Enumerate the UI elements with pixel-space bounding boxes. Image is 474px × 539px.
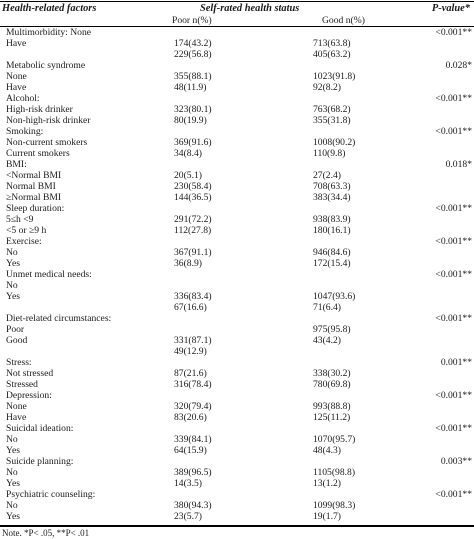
p-value: 0.001** — [440, 357, 472, 368]
row-label: High-risk drinker — [6, 104, 73, 115]
poor-value: 20(5.1) — [174, 170, 202, 181]
p-value: <0.001** — [435, 93, 472, 104]
good-value: 92(8.2) — [313, 82, 341, 93]
p-value: <0.001** — [435, 269, 472, 280]
row-label: <5 or ≥9 h — [6, 225, 47, 236]
good-value: 993(88.8) — [313, 401, 351, 412]
table-row — [0, 137, 474, 148]
row-label: Current smokers — [6, 148, 70, 159]
table-row — [0, 247, 474, 258]
good-value: 780(69.8) — [313, 379, 351, 390]
good-value: 1023(91.8) — [313, 71, 356, 82]
table-row — [0, 412, 474, 423]
good-value: 1099(98.3) — [313, 500, 356, 511]
p-value: <0.001** — [435, 126, 472, 137]
table-row — [0, 511, 474, 522]
good-value: 405(63.2) — [313, 49, 351, 60]
table-row — [0, 27, 474, 38]
poor-value: 67(16.6) — [174, 302, 207, 313]
p-value: <0.001** — [435, 236, 472, 247]
poor-value: 367(91.1) — [174, 247, 212, 258]
table-row — [0, 500, 474, 511]
good-value: 713(63.8) — [313, 38, 351, 49]
good-value: 48(4.3) — [313, 445, 341, 456]
row-label: Poor — [6, 324, 25, 335]
row-label: Psychiatric counseling: — [6, 489, 96, 500]
p-value: <0.001** — [435, 313, 472, 324]
poor-value: 14(3.5) — [174, 478, 202, 489]
poor-value: 369(91.6) — [174, 137, 212, 148]
table-row — [0, 324, 474, 335]
row-label: BMI: — [6, 159, 27, 170]
table-row — [0, 159, 474, 170]
table-row — [0, 236, 474, 247]
row-label: No — [6, 500, 18, 511]
row-label: Alcohol: — [6, 93, 40, 104]
table-row — [0, 280, 474, 291]
table-row — [0, 93, 474, 104]
table-row — [0, 181, 474, 192]
row-label: Normal BMI — [6, 181, 56, 192]
p-value: <0.001** — [435, 390, 472, 401]
p-value: <0.001** — [435, 27, 472, 38]
poor-value: 316(78.4) — [174, 379, 212, 390]
poor-value: 64(15.9) — [174, 445, 207, 456]
table-row — [0, 434, 474, 445]
row-label: Non-high-risk drinker — [6, 115, 91, 126]
poor-value: 112(27.8) — [174, 225, 212, 236]
good-value: 110(9.8) — [313, 148, 346, 159]
row-label: Yes — [6, 511, 20, 522]
good-value: 338(30.2) — [313, 368, 351, 379]
p-value: <0.001** — [435, 489, 472, 500]
row-label: No — [6, 434, 18, 445]
poor-value: 34(8.4) — [174, 148, 202, 159]
table-row — [0, 456, 474, 467]
poor-value: 87(21.6) — [174, 368, 207, 379]
poor-value: 331(87.1) — [174, 335, 212, 346]
row-label: No — [6, 280, 18, 291]
table-row — [0, 346, 474, 357]
table-row — [0, 269, 474, 280]
poor-value: 339(84.1) — [174, 434, 212, 445]
header-self-rated-health: Self-rated health status — [200, 3, 300, 14]
table-row — [0, 104, 474, 115]
table-row — [0, 489, 474, 500]
poor-value: 336(83.4) — [174, 291, 212, 302]
subheader-poor: Poor n(%) — [172, 15, 212, 26]
poor-value: 320(79.4) — [174, 401, 212, 412]
top-rule — [0, 1, 474, 2]
poor-value: 83(20.6) — [174, 412, 207, 423]
poor-value: 23(5.7) — [174, 511, 202, 522]
poor-value: 323(80.1) — [174, 104, 212, 115]
header-factors: Health-related factors — [2, 3, 97, 14]
table-row — [0, 71, 474, 82]
poor-value: 380(94.3) — [174, 500, 212, 511]
row-label: Suicidal ideation: — [6, 423, 74, 434]
good-value: 946(84.6) — [313, 247, 351, 258]
good-value: 43(4.2) — [313, 335, 341, 346]
good-value: 1008(90.2) — [313, 137, 356, 148]
table-row — [0, 82, 474, 93]
poor-value: 229(56.8) — [174, 49, 212, 60]
bottom-rule — [0, 525, 474, 527]
poor-value: 355(88.1) — [174, 71, 212, 82]
table-row — [0, 390, 474, 401]
subheader-good: Good n(%) — [322, 15, 365, 26]
table-row — [0, 335, 474, 346]
good-value: 125(11.2) — [313, 412, 351, 423]
row-label: Stressed — [6, 379, 38, 390]
header-p-value: P-value* — [431, 3, 470, 14]
poor-value: 230(58.4) — [174, 181, 212, 192]
p-value: 0.028* — [445, 60, 472, 71]
row-label: Yes — [6, 445, 20, 456]
good-value: 27(2.4) — [313, 170, 341, 181]
row-label: None — [6, 71, 27, 82]
row-label: 5≤h <9 — [6, 214, 34, 225]
table-row — [0, 214, 474, 225]
row-label: ≥Normal BMI — [6, 192, 62, 203]
good-value: 180(16.1) — [313, 225, 351, 236]
poor-value: 49(12.9) — [174, 346, 207, 357]
table-row — [0, 291, 474, 302]
good-value: 1105(98.8) — [313, 467, 356, 478]
good-value: 975(95.8) — [313, 324, 351, 335]
row-label: Non-current smokers — [6, 137, 88, 148]
table-note: Note. *P< .05, **P< .01 — [2, 528, 90, 538]
row-label: No — [6, 467, 18, 478]
table-row — [0, 148, 474, 159]
row-label: Sleep duration: — [6, 203, 65, 214]
table-row — [0, 170, 474, 181]
poor-value: 80(19.9) — [174, 115, 207, 126]
row-label: Suicide planning: — [6, 456, 74, 467]
row-label: Have — [6, 412, 27, 423]
row-label: Multimorbidity: None — [6, 27, 92, 38]
good-value: 355(31.8) — [313, 115, 351, 126]
good-value: 1070(95.7) — [313, 434, 356, 445]
table-row — [0, 115, 474, 126]
good-value: 708(63.3) — [313, 181, 351, 192]
poor-value: 144(36.5) — [174, 192, 212, 203]
table-row — [0, 401, 474, 412]
poor-value: 174(43.2) — [174, 38, 212, 49]
row-label: Unmet medical needs: — [6, 269, 92, 280]
table-row — [0, 423, 474, 434]
row-label: Yes — [6, 291, 20, 302]
row-label: Diet-related circumstances: — [6, 313, 112, 324]
row-label: None — [6, 401, 27, 412]
p-value: <0.001** — [435, 203, 472, 214]
row-label: Exercise: — [6, 236, 42, 247]
good-value: 383(34.4) — [313, 192, 351, 203]
table-row — [0, 302, 474, 313]
table-row — [0, 478, 474, 489]
poor-value: 389(96.5) — [174, 467, 212, 478]
good-value: 172(15.4) — [313, 258, 351, 269]
row-label: <Normal BMI — [6, 170, 62, 181]
table-row — [0, 379, 474, 390]
table-row — [0, 225, 474, 236]
good-value: 1047(93.6) — [313, 291, 356, 302]
table-row — [0, 126, 474, 137]
good-value: 938(83.9) — [313, 214, 351, 225]
table-row — [0, 192, 474, 203]
p-value: 0.018* — [445, 159, 472, 170]
good-value: 763(68.2) — [313, 104, 351, 115]
poor-value: 36(8.9) — [174, 258, 202, 269]
good-value: 71(6.4) — [313, 302, 341, 313]
table-row — [0, 203, 474, 214]
table-row — [0, 38, 474, 49]
p-value: 0.003** — [440, 456, 472, 467]
row-label: Yes — [6, 258, 20, 269]
table-row — [0, 49, 474, 60]
p-value: <0.001** — [435, 423, 472, 434]
table-row — [0, 258, 474, 269]
row-label: Stress: — [6, 357, 32, 368]
row-label: No — [6, 247, 18, 258]
table-row — [0, 60, 474, 71]
good-value: 19(1.7) — [313, 511, 341, 522]
row-label: Yes — [6, 478, 20, 489]
good-value: 13(1.2) — [313, 478, 341, 489]
row-label: Have — [6, 82, 27, 93]
table-row — [0, 467, 474, 478]
row-label: Metabolic syndrome — [6, 60, 86, 71]
row-label: Depression: — [6, 390, 52, 401]
row-label: Have — [6, 38, 27, 49]
table-row — [0, 368, 474, 379]
poor-value: 48(11.9) — [174, 82, 207, 93]
row-label: Smoking: — [6, 126, 44, 137]
row-label: Not stressed — [6, 368, 54, 379]
table-row — [0, 357, 474, 368]
table-row — [0, 313, 474, 324]
table-row — [0, 445, 474, 456]
poor-value: 291(72.2) — [174, 214, 212, 225]
row-label: Good — [6, 335, 28, 346]
